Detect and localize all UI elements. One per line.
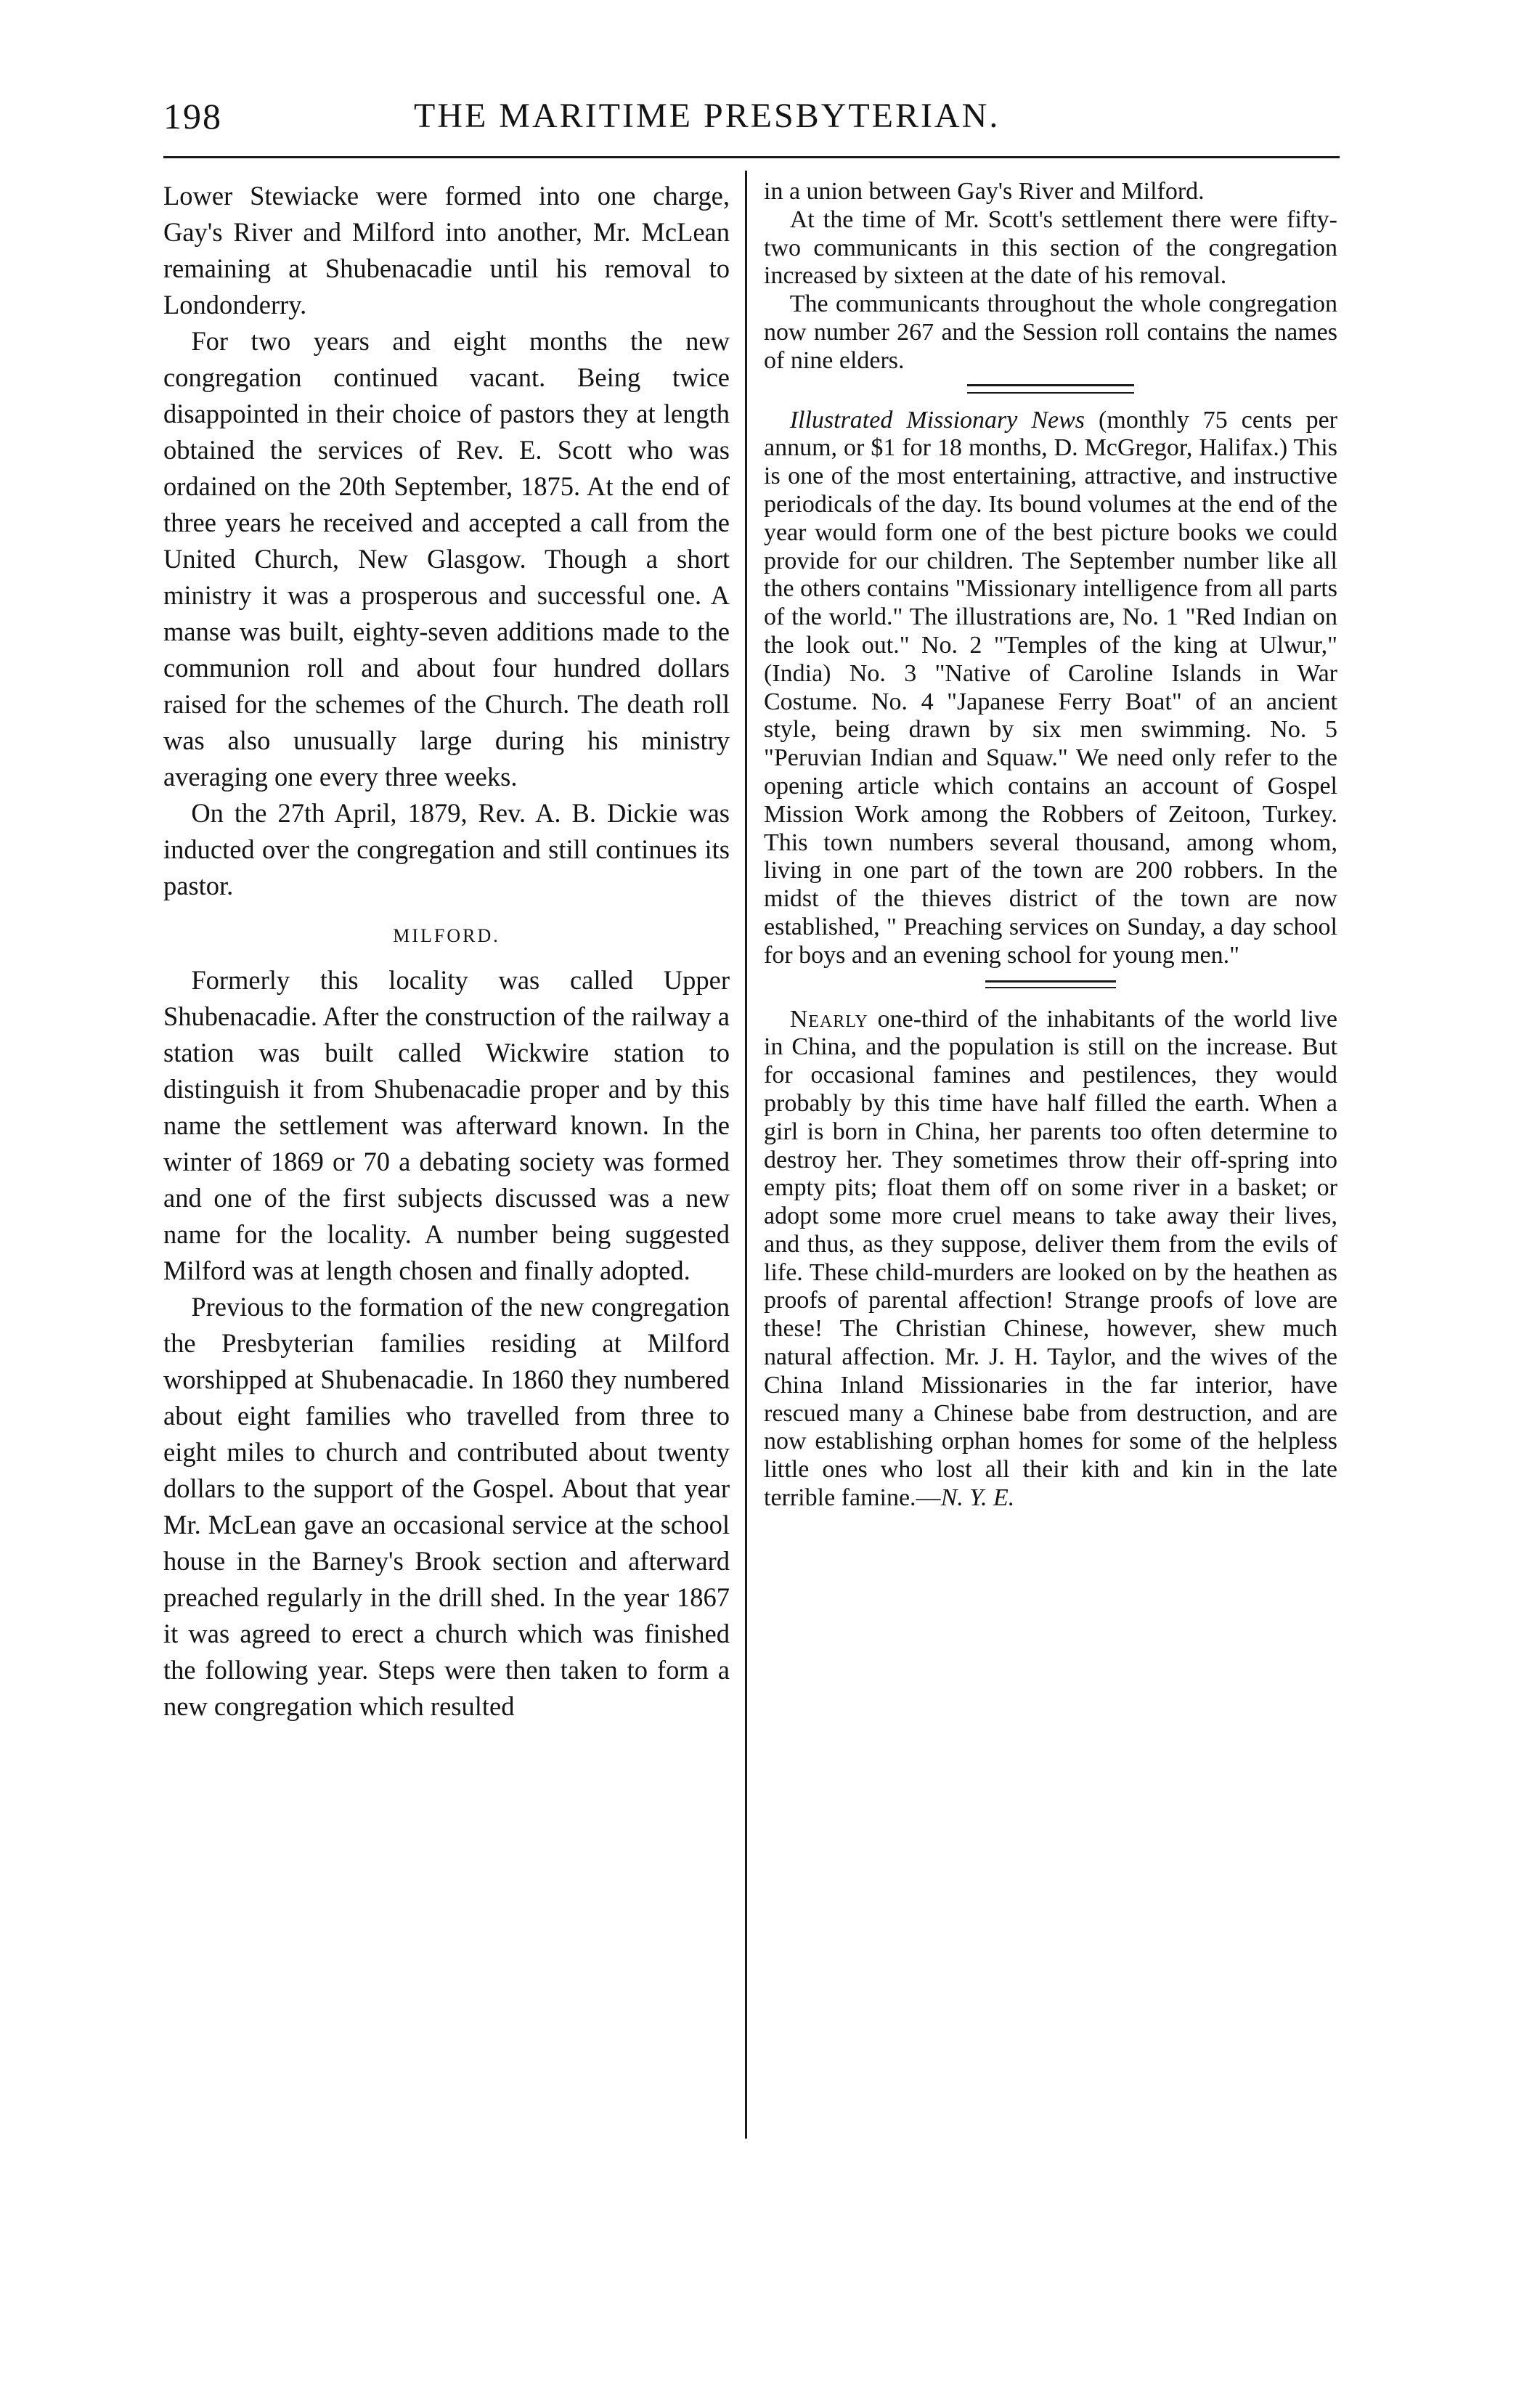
periodical-review: (monthly 75 cents per annum, or $1 for 18 months, D. McGregor, Halifax.) This is one of the most entertaining, attractive, and instructive periodicals of the day. Its bound volumes at the end of the year would form one of the best picture books we could provide for our children. The September number like all the others contains "Missionary intelligence from all parts of the world." The illustrations are, No. 1 "Red Indian on the look out." No. 2 "Temples of the king at Ulwur," (India) No. 3 "Native of Caroline Islands in War Costume. No. 4 "Japanese Ferry Boat" of an ancient style, being drawn by six men swimming. No. 5 "Peruvian Indian and Squaw." We need only refer to the opening article which contains an account of Gospel Mission Work among the Robbers of Zeitoon, Turkey. This town numbers several thousand, among whom, living in one part of the town are 200 robbers. In the midst of the thieves district of the town are now established, " Preaching services on Sunday, a day school for boys and an evening school for young men." xyxy=(764,406,1338,969)
paragraph-continued: Lower Stewiacke were formed into one charge, Gay's River and Milford into another, Mr. McLean remaining at Shubenacadie until his removal to Londonderry. xyxy=(163,181,730,320)
section-heading-milford: MILFORD. xyxy=(393,925,500,946)
section-rule-thin xyxy=(985,987,1116,988)
paragraph-union: in a union between Gay's River and Milford. xyxy=(764,178,1205,205)
paragraph-dickie: On the 27th April, 1879, Rev. A. B. Dickie was inducted over the congregation and still continues its pastor. xyxy=(163,798,730,900)
paragraph-milford-name: Formerly this locality was called Upper Shubenacadie. After the construction of the railway a station was built called Wickwire station to distinguish it from Shubenacadie proper and by this name the settlement was afterward known. In the winter of 1869 or 70 a debating society was formed and one of the first subjects discussed was a new name for the locality. A number being suggested Milford was at length chosen and finally adopted. xyxy=(163,965,730,1285)
section-rule-thin xyxy=(967,392,1134,394)
left-column xyxy=(163,178,730,1725)
paragraph-china xyxy=(764,1006,1337,1513)
section-rule xyxy=(985,980,1116,983)
china-article-body: one-third of the inhabitants of the world live in China, and the population is still on the increase. But for occasional famines and pestilences, they would probably by this time have half filled the earth. When a girl is born in China, her parents too often determine to destroy her. They sometimes throw their off-spring into empty pits; float them off on some river in a basket; or adopt some more cruel means to take away their lives, and thus, as they suppose, deliver them from the evils of life. These child-murders are looked on by the heathen as proofs of parental affection! Strange proofs of love are these! The Christian Chinese, however, shew much natural affection. Mr. J. H. Taylor, and the wives of the China Inland Missionaries in the far interior, have rescued many a Chinese babe from destruction, and are now establishing orphan homes for some of the helpless little ones who lost all their kith and kin in the late terrible famine.— xyxy=(764,1005,1337,1512)
paragraph-vacancy: For two years and eight months the new congregation continued vacant. Being twice disappointed in their choice of pastors they at length obtained the services of Rev. E. Scott who was ordained on the 20th September, 1875. At the end of three years he received and accepted a call from the United Church, New Glasgow. Though a short ministry it was a prosperous and successful one. A manse was built, eighty-seven additions made to the communion roll and about four hundred dollars raised for the schemes of the Church. The death roll was also unusually large during his ministry averaging one every three weeks. xyxy=(163,326,730,792)
paragraph-milford-history: Previous to the formation of the new congregation the Presbyterian families residing at Milford worshipped at Shubenacadie. In 1860 they numbered about eight families who travelled from three to eight miles to church and contributed about twenty dollars to the support of the Gospel. About that year Mr. McLean gave an occasional service at the school house in the Barney's Brook section and afterward preached regularly in the drill shed. In the year 1867 it was agreed to erect a church which was finished the following year. Steps were then taken to form a new congregation which resulted xyxy=(163,1292,730,1721)
periodical-title: Illustrated Missionary News xyxy=(789,406,1085,434)
lead-word: Nearly xyxy=(789,1005,868,1033)
header-rule xyxy=(163,156,1340,158)
page-header xyxy=(163,94,1340,145)
section-rule xyxy=(967,384,1134,386)
paragraph-missionary-news xyxy=(764,407,1337,970)
right-column xyxy=(764,178,1337,1513)
paragraph-communicants-total: The communicants throughout the whole congregation now number 267 and the Session roll contains the names of nine elders. xyxy=(764,290,1337,374)
paragraph-communicants-scott: At the time of Mr. Scott's settlement there were fifty-two communicants in this section of the congregation increased by sixteen at the date of his removal. xyxy=(764,206,1337,290)
running-title: THE MARITIME PRESBYTERIAN. xyxy=(414,97,1001,135)
column-divider xyxy=(745,171,747,2139)
source-attribution: N. Y. E. xyxy=(940,1484,1015,1512)
page-number: 198 xyxy=(163,96,222,137)
